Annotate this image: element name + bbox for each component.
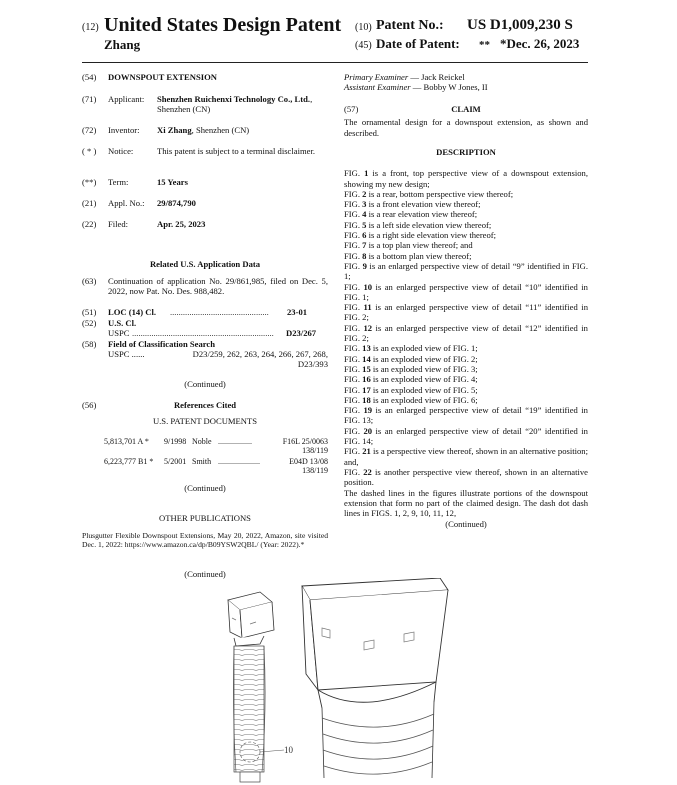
figure-description: FIG. 7 is a top plan view thereof; and — [344, 240, 473, 251]
reference-name: Smith — [192, 456, 212, 466]
field-21: (21) Appl. No.: 29/874,790 — [82, 198, 196, 208]
reference-number: 6,223,777 B1 * — [104, 456, 154, 466]
code-45: (45) — [355, 40, 372, 51]
figure-description: FIG. 9 is an enlarged perspective view of detail “9” identified in FIG. 1; — [344, 260, 588, 282]
continued-right: (Continued) — [445, 519, 487, 530]
application-number: 29/874,790 — [157, 198, 196, 208]
code-10: (10) — [355, 22, 372, 33]
date-label: Date of Patent: — [376, 36, 460, 51]
description-title: DESCRIPTION — [436, 147, 496, 158]
field-notice: ( * ) Notice: This patent is subject to a terminal disclaimer. — [82, 146, 328, 177]
figure-description: FIG. 20 is an enlarged perspective view of detail “20” identified in FIG. 14; — [344, 425, 588, 447]
reference-dots: ................. — [218, 436, 252, 446]
other-publication: Plusgutter Flexible Downspout Extensions, May 20, 2022, Amazon, site visited Dec. 1, 2022: https://www.amazon.ca/dp/B09YSW2QBL/ (Year: 2022).* — [82, 530, 328, 550]
patent-number: US D1,009,230 S — [467, 17, 573, 33]
figure-description: FIG. 16 is an exploded view of FIG. 4; — [344, 374, 478, 385]
date-of-patent: *Dec. 26, 2023 — [500, 36, 580, 51]
field-51: (51) LOC (14) Cl. .............................................. 23-01 — [82, 307, 308, 317]
date-stars: ** — [479, 39, 490, 51]
continued-3: (Continued) — [184, 568, 226, 579]
claim-heading: (57) CLAIM — [344, 104, 588, 117]
related-data-title: Related U.S. Application Data — [149, 259, 261, 269]
reference-row — [82, 437, 328, 457]
figure-descriptions — [344, 168, 588, 487]
field-63: (63) Continuation of application No. 29/861,985, filed on Dec. 5, 2022, now Pat. No. Des. 988,482. — [82, 276, 328, 297]
field-71: (71) Applicant: Shenzhen Ruichenxi Technology Co., Ltd., Shenzhen (CN) — [82, 94, 328, 125]
figure-description: FIG. 1 is a front, top perspective view of a downspout extension, showing my new design; — [344, 168, 588, 189]
document-title: United States Design Patent — [104, 14, 342, 36]
continuation-text: Continuation of application No. 29/861,985, filed on Dec. 5, 2022, now Pat. No. Des. 988,482. — [108, 276, 328, 297]
figure-description: FIG. 19 is an enlarged perspective view of detail “19” identified in FIG. 13; — [344, 405, 588, 426]
us-patent-documents-title: U.S. PATENT DOCUMENTS — [152, 415, 258, 426]
figure-description: FIG. 6 is a right side elevation view thereof; — [344, 230, 497, 241]
field-56: (56) References Cited — [82, 400, 328, 416]
related-data-title-row — [82, 259, 328, 276]
reference-class: E04D 13/08 — [289, 456, 328, 466]
figure-description: FIG. 2 is a rear, bottom perspective view thereof; — [344, 188, 514, 199]
figure-description: FIG. 12 is an enlarged perspective view of detail “12” identified in FIG. 2; — [344, 322, 588, 344]
header-rule — [82, 62, 588, 63]
right-column — [344, 72, 588, 530]
figure-description: FIG. 21 is a perspective view thereof, shown in an alternative position; and, — [344, 446, 588, 467]
code-12: (12) — [82, 22, 99, 33]
figure-description: FIG. 14 is an exploded view of FIG. 2; — [344, 353, 478, 364]
figure-description: FIG. 10 is an enlarged perspective view of detail “10” identified in FIG. 1; — [344, 281, 588, 302]
field-22: (22) Filed: Apr. 25, 2023 — [82, 219, 206, 229]
enlarged-detail-view — [302, 578, 448, 778]
patent-no-label: Patent No.: — [376, 18, 444, 33]
reference-subclass: 138/119 — [302, 446, 328, 456]
design-title: DOWNSPOUT EXTENSION — [108, 72, 217, 82]
reference-class: F16L 25/0063 — [282, 436, 328, 446]
filed-date: Apr. 25, 2023 — [157, 219, 206, 229]
applicant: Shenzhen Ruichenxi Technology Co., Ltd., Shenzhen (CN) — [157, 94, 313, 115]
search-classes: D23/259, 262, 263, 264, 266, 267, 268, D23/393 — [192, 348, 328, 370]
field-54: (54) DOWNSPOUT EXTENSION — [82, 72, 217, 82]
term-value: 15 Years — [157, 177, 188, 187]
inventor-surname: Zhang — [104, 37, 141, 52]
representative-drawing — [214, 578, 464, 785]
detail-label: 10 — [284, 745, 293, 755]
loc-class: 23-01 — [287, 307, 308, 317]
assistant-examiner: Assistant Examiner — Bobby W Jones, II — [344, 82, 488, 93]
field-52: (52) U.S. Cl. USPC .................................................................. D23/267 — [82, 317, 317, 338]
inventor: Xi Zhang, Shenzhen (CN) — [157, 125, 250, 135]
figure-description: FIG. 22 is another perspective view thereof, shown in an alternative position. — [344, 466, 588, 488]
primary-examiner: Primary Examiner — Jack Reickel — [344, 72, 465, 82]
figure-description: FIG. 18 is an exploded view of FIG. 6; — [344, 394, 478, 405]
reference-date: 9/1998 — [164, 436, 187, 446]
other-publications-title: OTHER PUBLICATIONS — [159, 512, 251, 523]
pipe-corrugated-body — [233, 646, 265, 782]
dashed-lines-note: The dashed lines in the figures illustrate portions of the downspout extension that form no part of the claimed design. The dash dot dash lines in FIGS. 1, 2, 9, 10, 11, 12, — [344, 487, 588, 519]
reference-number: 5,813,701 A * — [104, 436, 149, 446]
field-term: (**) Term: 15 Years — [82, 177, 188, 187]
reference-dots: ..................... — [218, 456, 260, 466]
pipe-hopper — [228, 592, 274, 646]
patent-header — [82, 14, 592, 54]
figure-description: FIG. 8 is a bottom plan view thereof; — [344, 250, 472, 261]
claim-text: The ornamental design for a downspout extension, as shown and described. — [344, 117, 588, 138]
field-72: (72) Inventor: Xi Zhang, Shenzhen (CN) — [82, 125, 250, 135]
figure-description: FIG. 3 is a front elevation view thereof; — [344, 199, 481, 210]
figure-description: FIG. 4 is a rear elevation view thereof; — [344, 209, 478, 220]
figure-description: FIG. 11 is an enlarged perspective view of detail “11” identified in FIG. 2; — [344, 302, 588, 323]
reference-subclass: 138/119 — [302, 466, 328, 476]
notice-text: This patent is subject to a terminal disclaimer. — [157, 146, 315, 156]
figure-description: FIG. 15 is an exploded view of FIG. 3; — [344, 363, 478, 374]
figure-description: FIG. 13 is an exploded view of FIG. 1; — [344, 343, 478, 354]
references-cited-title: References Cited — [173, 399, 237, 410]
reference-name: Noble — [192, 436, 212, 446]
reference-list — [82, 437, 328, 477]
claim-title: CLAIM — [451, 104, 481, 115]
field-58: (58) Field of Classification Search USPC ...... D23/259, 262, 263, 264, 266, 267, 268, D23/393 — [82, 338, 328, 370]
reference-row — [82, 457, 328, 477]
continued-1: (Continued) — [184, 378, 226, 389]
left-column — [82, 72, 328, 581]
continued-2: (Continued) — [184, 482, 226, 493]
uspc-class: D23/267 — [286, 327, 317, 338]
figure-description: FIG. 17 is an exploded view of FIG. 5; — [344, 384, 478, 395]
reference-date: 5/2001 — [164, 456, 187, 466]
figure-description: FIG. 5 is a left side elevation view thereof; — [344, 219, 492, 230]
